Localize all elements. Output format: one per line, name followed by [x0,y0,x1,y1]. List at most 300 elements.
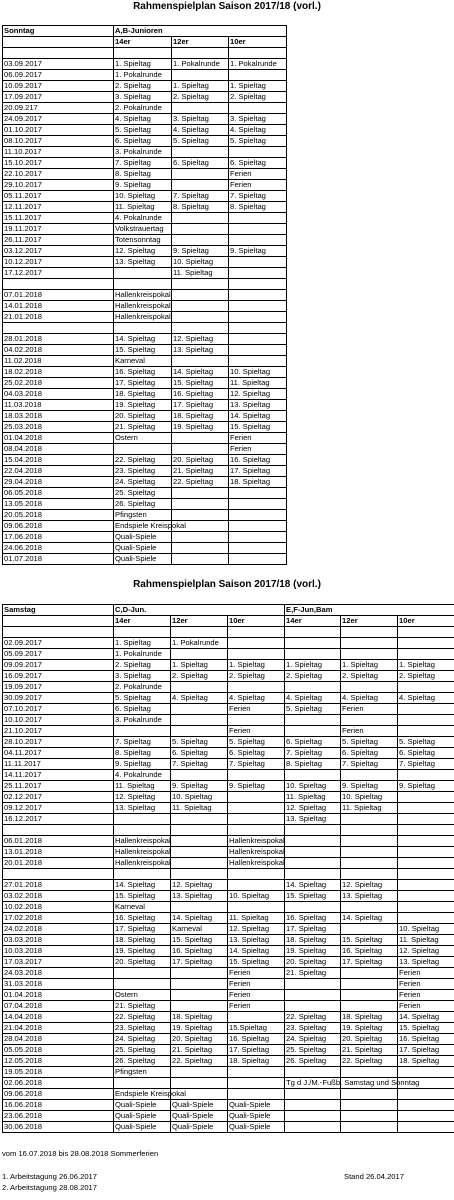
schedule-cell [229,257,287,268]
table-row [3,499,287,510]
schedule-cell [285,1067,341,1078]
schedule-cell: Ferien [229,444,287,455]
schedule-cell: Pfingsten [114,510,172,521]
schedule-cell [229,334,287,345]
schedule-cell: Ostern [114,433,172,444]
schedule-cell: 13. Spieltag [285,814,341,825]
date-cell: 29.10.2017 [3,180,114,191]
schedule-cell: Ferien [398,990,454,1001]
schedule-cell: 15. Spieltag [172,378,229,389]
date-cell: 02.06.2018 [3,1078,114,1089]
table-row [3,1045,454,1056]
column-header-row [3,616,454,627]
table-row [3,847,454,858]
date-cell [3,323,114,334]
schedule-cell [171,770,228,781]
date-cell: 10.12.2017 [3,257,114,268]
schedule-cell: 9. Spieltag [172,246,229,257]
schedule-cell [228,1078,285,1089]
schedule-cell: 5. Spieltag [228,737,285,748]
schedule-cell [285,979,341,990]
schedule-cell: 5. Spieltag [341,737,398,748]
schedule-cell [398,869,454,880]
schedule-cell: 2. Spieltag [398,671,454,682]
date-cell: 05.11.2017 [3,191,114,202]
date-cell: 30.09.2017 [3,693,114,704]
date-cell: 25.02.2018 [3,378,114,389]
table-row [3,246,287,257]
schedule-cell [228,682,285,693]
schedule-cell: 10. Spieltag [341,792,398,803]
date-cell: 15.04.2018 [3,455,114,466]
table-row [3,726,454,737]
schedule-cell: 17. Spieltag [171,957,228,968]
date-cell: 10.09.2017 [3,81,114,92]
schedule-cell: Pfingsten [114,1067,171,1078]
schedule-cell [229,488,287,499]
schedule-cell: 11. Spieltag [172,268,229,279]
schedule-cell: Hallenkreispokal [229,836,285,845]
schedule-cell: 2. Pokalrunde [114,103,172,114]
schedule-cell [285,726,341,737]
date-cell: 12.05.2018 [3,1056,114,1067]
schedule-cell: Ferien [229,180,287,191]
schedule-cell: 26. Spieltag [114,1056,171,1067]
schedule-cell: Quali-Spiele [114,532,172,543]
schedule-cell [114,825,171,836]
schedule-cell [228,638,285,649]
table-row [3,781,454,792]
schedule-cell: 16. Spieltag [114,367,172,378]
schedule-cell [171,847,228,858]
schedule-cell: 19. Spieltag [341,1023,398,1034]
schedule-cell: 6. Spieltag [114,136,172,147]
schedule-cell [171,968,228,979]
schedule-cell: 21. Spieltag [171,1045,228,1056]
schedule-cell: 16. Spieltag [398,1034,454,1045]
schedule-cell: 16. Spieltag [172,389,229,400]
schedule-cell: 9. Spieltag [114,180,172,191]
schedule-cell [114,268,172,279]
schedule-cell: 1. Spieltag [171,660,228,671]
date-cell: 19.09.2017 [3,682,114,693]
table-row [3,748,454,759]
schedule-cell: 25. Spieltag [114,488,172,499]
schedule-cell [228,880,285,891]
schedule-cell [114,726,171,737]
date-cell [3,627,114,638]
date-cell: 11.10.2017 [3,147,114,158]
schedule-cell: 22. Spieltag [114,1012,171,1023]
schedule-cell: 18. Spieltag [114,935,171,946]
schedule-cell: 1. Pokalrunde [172,59,229,70]
schedule-cell: 6. Spieltag [398,748,454,759]
table-row [3,957,454,968]
date-cell: 06.09.2017 [3,70,114,81]
table-row [3,477,287,488]
schedule-cell: 18. Spieltag [172,411,229,422]
schedule-cell: 2. Spieltag [228,671,285,682]
table-row [3,510,287,521]
schedule-cell [229,532,287,543]
date-cell: 01.10.2017 [3,125,114,136]
schedule-cell: 7. Spieltag [398,759,454,770]
schedule-cell [171,682,228,693]
schedule-title-saturday: Rahmenspielplan Saison 2017/18 (vorl.) [133,579,321,590]
schedule-cell [171,979,228,990]
schedule-cell [341,836,398,847]
schedule-cell: 1. Spieltag [114,638,171,649]
table-row [3,803,454,814]
schedule-cell [341,627,398,638]
schedule-cell: 6. Spieltag [228,748,285,759]
schedule-cell: 9. Spieltag [341,781,398,792]
date-cell: 21.04.2018 [3,1023,114,1034]
date-cell: 02.12.2017 [3,792,114,803]
schedule-cell [171,902,228,913]
table-row [3,638,454,649]
schedule-cell [172,279,229,290]
table-row [3,946,454,957]
schedule-cell: 18. Spieltag [114,389,172,400]
schedule-cell: 1. Pokalrunde [171,638,228,649]
table-row [3,213,287,224]
schedule-cell: 14. Spieltag [229,411,287,422]
schedule-cell: Quali-Spiele [114,1111,171,1122]
schedule-cell: 11. Spieltag [229,378,287,389]
schedule-cell [229,279,287,290]
schedule-cell [171,1078,228,1089]
schedule-cell [228,902,285,913]
schedule-cell: 18. Spieltag [285,935,341,946]
schedule-cell [171,814,228,825]
table-row [3,169,287,180]
schedule-cell [285,1089,341,1100]
date-cell: 03.12.2017 [3,246,114,257]
schedule-cell: 20. Spieltag [285,957,341,968]
schedule-title-sunday: Rahmenspielplan Saison 2017/18 (vorl.) [133,1,321,12]
date-cell: 05.09.2017 [3,649,114,660]
date-cell: 17.06.2018 [3,532,114,543]
table-row [3,521,287,532]
schedule-cell [341,968,398,979]
schedule-cell: Ferien [398,968,454,979]
schedule-cell: 12. Spieltag [398,946,454,957]
schedule-cell: 20. Spieltag [114,411,172,422]
schedule-cell: Hallenkreispokal [115,312,171,321]
schedule-cell: Ferien [228,704,285,715]
table-row [3,70,287,81]
schedule-cell: 1. Spieltag [172,81,229,92]
schedule-cell [229,268,287,279]
date-cell [3,279,114,290]
table-row [3,356,287,367]
schedule-cell: 18. Spieltag [229,477,287,488]
schedule-cell: 3. Spieltag [114,92,172,103]
schedule-cell [172,147,229,158]
schedule-cell: 17. Spieltag [285,924,341,935]
date-cell: 17.02.2018 [3,913,114,924]
schedule-cell: 25. Spieltag [114,1045,171,1056]
date-cell: 07.04.2018 [3,1001,114,1012]
schedule-cell [341,649,398,660]
schedule-cell [341,814,398,825]
table-row [3,1067,454,1078]
schedule-cell: Ostern [114,990,171,1001]
schedule-cell [229,345,287,356]
date-cell: 28.10.2017 [3,737,114,748]
schedule-cell: Ferien [341,704,398,715]
schedule-cell: 17. Spieltag [398,1045,454,1056]
date-cell: 13.05.2018 [3,499,114,510]
schedule-cell: 12. Spieltag [114,792,171,803]
date-cell: 03.09.2017 [3,59,114,70]
schedule-cell [341,979,398,990]
table-row [3,979,454,990]
date-cell: 22.04.2018 [3,466,114,477]
schedule-cell: 17. Spieltag [228,1045,285,1056]
table-row [3,814,454,825]
schedule-cell [398,792,454,803]
table-row [3,235,287,246]
table-row [3,92,287,103]
schedule-cell [172,213,229,224]
schedule-cell [171,715,228,726]
schedule-cell: 8. Spieltag [114,748,171,759]
table-row [3,759,454,770]
schedule-cell: 1. Pokalrunde [229,59,287,70]
schedule-cell: 22. Spieltag [171,1056,228,1067]
schedule-cell: 3. Pokalrunde [114,715,171,726]
table-row [3,59,287,70]
schedule-cell: 4. Spieltag [114,114,172,125]
schedule-cell: Volkstrauertag [114,224,172,235]
schedule-cell [285,825,341,836]
schedule-cell [341,924,398,935]
schedule-cell: Ferien [228,968,285,979]
schedule-cell: 12. Spieltag [285,803,341,814]
date-cell: 28.01.2018 [3,334,114,345]
schedule-cell [172,554,229,565]
date-cell: 30.06.2018 [3,1122,114,1133]
table-row [3,433,287,444]
schedule-cell [285,627,341,638]
schedule-cell: 4. Spieltag [172,125,229,136]
schedule-cell: 10. Spieltag [114,191,172,202]
stand-date: Stand 26.04.2017 [344,1172,404,1181]
date-cell: 20.05.2018 [3,510,114,521]
schedule-cell: 7. Spieltag [285,748,341,759]
date-cell: 11.02.2018 [3,356,114,367]
schedule-cell: 10. Spieltag [285,781,341,792]
schedule-cell [228,814,285,825]
schedule-cell [285,869,341,880]
date-cell: 10.10.2017 [3,715,114,726]
date-cell: 08.04.2018 [3,444,114,455]
schedule-cell: Quali-Spiele [228,1111,285,1122]
table-row [3,968,454,979]
schedule-cell: 4. Spieltag [285,693,341,704]
schedule-cell [228,1012,285,1023]
schedule-cell: 15. Spieltag [228,957,285,968]
schedule-cell: 9. Spieltag [398,781,454,792]
schedule-cell: 23. Spieltag [285,1023,341,1034]
schedule-cell [172,444,229,455]
date-cell: 21.10.2017 [3,726,114,737]
schedule-cell [228,792,285,803]
schedule-cell: 1. Spieltag [398,660,454,671]
schedule-cell: 8. Spieltag [285,759,341,770]
second-meeting-note: 2. Arbeitstagung 28.08.2017 [2,1183,97,1192]
table-row [3,715,454,726]
schedule-cell: 15. Spieltag [398,1023,454,1034]
schedule-cell: 18. Spieltag [398,1056,454,1067]
schedule-cell [172,488,229,499]
table-header-row [3,605,454,616]
schedule-cell: 6. Spieltag [171,748,228,759]
schedule-cell: 15. Spieltag [114,891,171,902]
table-row [3,378,287,389]
date-cell: 09.09.2017 [3,660,114,671]
schedule-cell [229,224,287,235]
table-row [3,323,287,334]
table-row [3,312,287,323]
schedule-cell [398,1111,454,1122]
schedule-cell [398,770,454,781]
schedule-cell: 14. Spieltag [114,334,172,345]
table-row [3,532,287,543]
schedule-cell [228,770,285,781]
date-cell: 08.10.2017 [3,136,114,147]
table-row [3,836,454,847]
date-cell [3,869,114,880]
table-row [3,466,287,477]
date-cell: 16.06.2018 [3,1100,114,1111]
schedule-cell [228,1089,285,1100]
schedule-cell: 5. Spieltag [229,136,287,147]
date-cell: 14.04.2018 [3,1012,114,1023]
schedule-cell: 23. Spieltag [114,1023,171,1034]
table-row [3,136,287,147]
saturday-schedule-table [2,604,454,1133]
table-row [3,913,454,924]
date-cell: 21.01.2018 [3,312,114,323]
schedule-cell: 13. Spieltag [229,400,287,411]
schedule-cell: 15. Spieltag [114,345,172,356]
date-cell: 09.06.2018 [3,521,114,532]
table-row [3,290,287,301]
schedule-cell [341,1100,398,1111]
schedule-cell [285,682,341,693]
schedule-cell [285,1100,341,1111]
schedule-cell: 2. Spieltag [341,671,398,682]
date-cell: 09.06.2018 [3,1089,114,1100]
schedule-cell: 3. Pokalrunde [114,147,172,158]
date-cell: 24.06.2018 [3,543,114,554]
schedule-cell: 17. Spieltag [172,400,229,411]
schedule-cell: 14. Spieltag [171,913,228,924]
date-cell: 10.02.2018 [3,902,114,913]
schedule-cell: Quali-Spiele [171,1100,228,1111]
schedule-cell: Ferien [228,726,285,737]
schedule-cell: 26. Spieltag [114,499,172,510]
date-cell [3,825,114,836]
table-row [3,1122,454,1133]
schedule-cell [171,704,228,715]
schedule-cell [398,814,454,825]
schedule-cell: Tg d J./M.-Fußb. Samstag und Sonntag [286,1078,420,1087]
schedule-cell [341,682,398,693]
schedule-cell [341,990,398,1001]
schedule-cell: 3. Spieltag [114,671,171,682]
schedule-cell [229,554,287,565]
schedule-cell [341,638,398,649]
table-row [3,257,287,268]
date-cell: 17.09.2017 [3,92,114,103]
column-header-12er: 12er [172,37,229,48]
schedule-cell: Hallenkreispokal [115,290,171,299]
schedule-cell: 16. Spieltag [228,1034,285,1045]
schedule-cell [341,847,398,858]
date-cell: 29.04.2018 [3,477,114,488]
table-row [3,334,287,345]
schedule-cell: 10. Spieltag [398,924,454,935]
schedule-cell [285,649,341,660]
schedule-cell: 5. Spieltag [171,737,228,748]
schedule-cell: Hallenkreispokal [115,858,171,867]
schedule-cell: 16. Spieltag [285,913,341,924]
schedule-cell [171,825,228,836]
schedule-cell [341,770,398,781]
column-header-ef-14er: 14er [285,616,341,627]
table-row [3,1023,454,1034]
schedule-cell: Hallenkreispokal [115,847,171,856]
schedule-cell [172,70,229,81]
schedule-cell [398,858,454,869]
date-cell: 03.03.2018 [3,935,114,946]
schedule-cell: Karneval [171,924,228,935]
schedule-cell [285,902,341,913]
date-cell: 14.01.2018 [3,301,114,312]
schedule-cell [229,312,287,323]
table-row [3,1100,454,1111]
schedule-cell [171,836,228,847]
column-header-cd-14er: 14er [114,616,171,627]
schedule-cell [114,968,171,979]
schedule-cell: 7. Spieltag [228,759,285,770]
schedule-cell [341,858,398,869]
schedule-cell: 26. Spieltag [285,1056,341,1067]
column-header-ef-10er: 10er [398,616,454,627]
schedule-cell: Endspiele Kreispokal [115,521,186,530]
schedule-cell [398,902,454,913]
schedule-cell: 3. Spieltag [172,114,229,125]
schedule-cell: 1. Spieltag [114,59,172,70]
schedule-cell: 19. Spieltag [171,1023,228,1034]
schedule-cell: 19. Spieltag [114,946,171,957]
schedule-cell: 11. Spieltag [228,913,285,924]
schedule-cell [285,847,341,858]
schedule-cell: 13. Spieltag [114,257,172,268]
schedule-cell: 7. Spieltag [341,759,398,770]
schedule-cell: 9. Spieltag [114,759,171,770]
table-row [3,1089,454,1100]
table-row [3,224,287,235]
schedule-cell: 15. Spieltag [171,935,228,946]
empty-header-cell [3,616,114,627]
date-cell: 01.04.2018 [3,433,114,444]
schedule-cell: 2. Pokalrunde [114,682,171,693]
